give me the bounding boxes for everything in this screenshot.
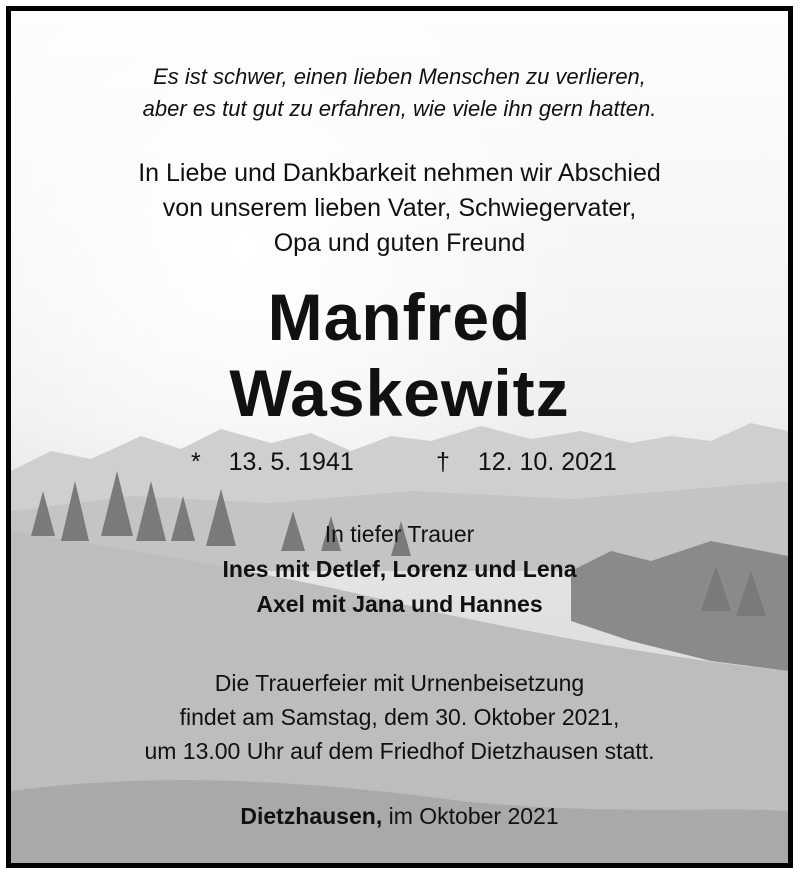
cross-icon: † [436, 448, 450, 476]
last-name: Waskewitz [229, 356, 570, 430]
obituary-card [6, 6, 793, 868]
opening-quote [11, 61, 788, 125]
intro-line: von unserem lieben Vater, Schwiegervater, [162, 194, 637, 222]
mourners-line: Axel mit Jana und Hannes [256, 591, 543, 617]
funeral-line: Die Trauerfeier mit Urnenbeisetzung [214, 670, 585, 696]
funeral-line: findet am Samstag, dem 30. Oktober 2021, [179, 704, 620, 730]
birth-date-group [191, 447, 354, 477]
place-date [11, 800, 788, 832]
mourners-line: Ines mit Detlef, Lorenz und Lena [222, 556, 577, 582]
place-name: Dietzhausen, [240, 803, 383, 829]
intro-line: In Liebe und Dankbarkeit nehmen wir Abschied [138, 159, 661, 187]
funeral-line: um 13.00 Uhr auf dem Friedhof Dietzhausen statt. [144, 738, 655, 764]
quote-line: Es ist schwer, einen lieben Menschen zu verlieren, [153, 64, 646, 89]
quote-line: aber es tut gut zu erfahren, wie viele ihn gern hatten. [142, 96, 657, 121]
first-name: Manfred [267, 280, 532, 354]
intro-line: Opa und guten Freund [273, 229, 526, 257]
funeral-notice [11, 666, 788, 768]
death-date: 12. 10. 2021 [477, 448, 617, 476]
birth-date: 13. 5. 1941 [228, 448, 354, 476]
mourners-heading: In tiefer Trauer [324, 521, 475, 547]
farewell-intro [11, 156, 788, 261]
notice-date: im Oktober 2021 [388, 803, 559, 829]
birth-star-icon: * [191, 448, 201, 476]
deceased-name [11, 279, 788, 431]
mourners-block [11, 517, 788, 622]
death-date-group [436, 447, 617, 477]
